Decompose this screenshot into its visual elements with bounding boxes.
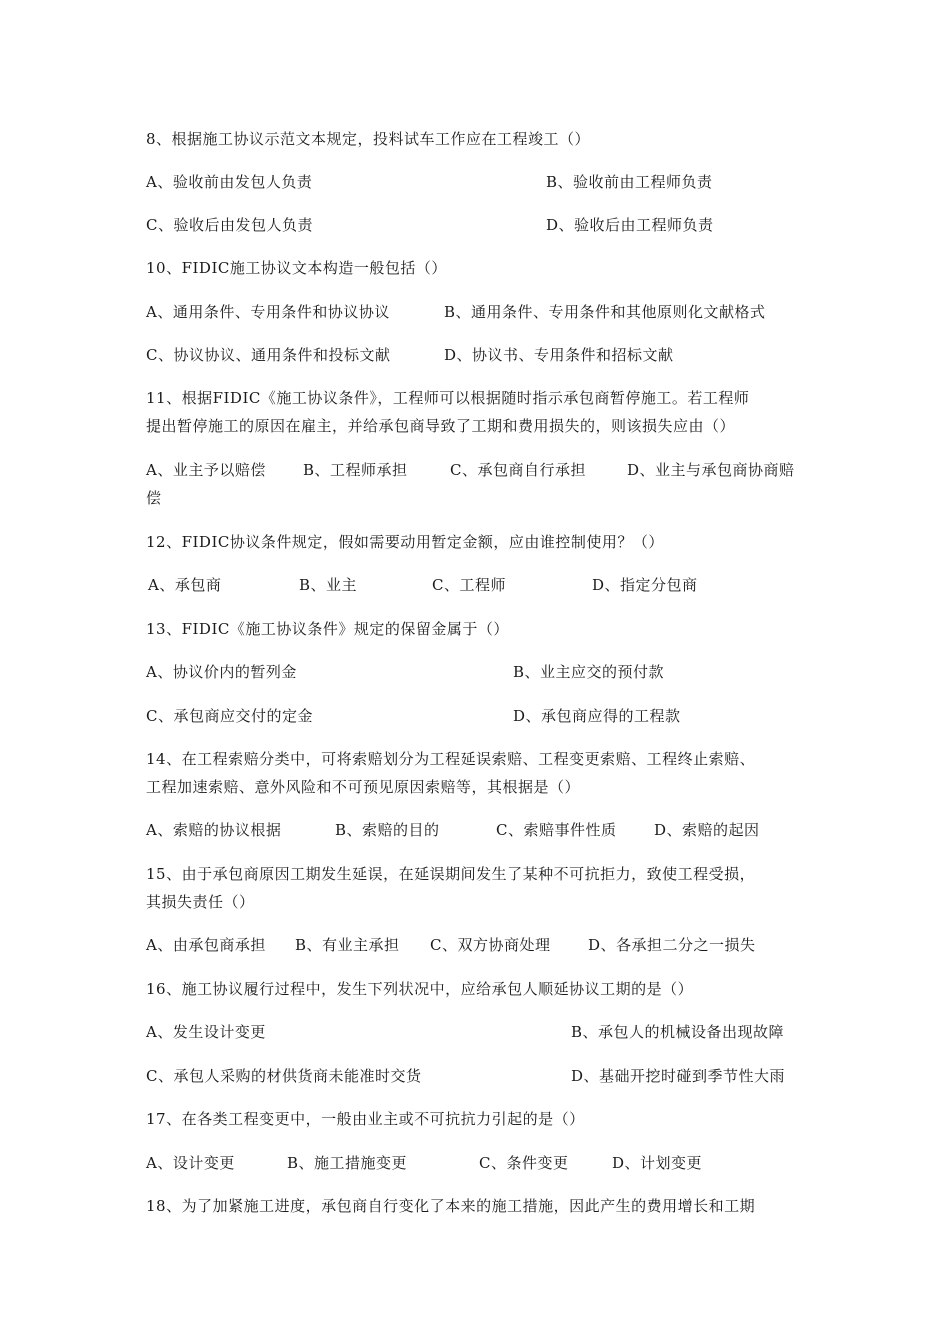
question-11-option-a: A、业主予以赔偿 (146, 461, 266, 479)
question-12-option-c: C、工程师 (432, 576, 506, 594)
question-17-option-a: A、设计变更 (146, 1154, 235, 1172)
question-8-option-a: A、验收前由发包人负责 (146, 173, 313, 191)
question-11-option-b: B、工程师承担 (303, 461, 408, 479)
question-8-option-b: B、验收前由工程师负责 (546, 173, 713, 191)
question-13-option-d: D、承包商应得的工程款 (513, 707, 681, 725)
question-15-stem-line-1: 15、由于承包商原因工期发生延误，在延误期间发生了某种不可抗拒力，致使工程受损， (146, 865, 756, 883)
question-15-option-a: A、由承包商承担 (146, 936, 266, 954)
question-13-option-c: C、承包商应交付的定金 (146, 707, 313, 725)
question-17-option-b: B、施工措施变更 (287, 1154, 408, 1172)
question-11-option-c: C、承包商自行承担 (450, 461, 586, 479)
question-16-option-b: B、承包人的机械设备出现故障 (571, 1023, 785, 1041)
question-16-option-d: D、基础开挖时碰到季节性大雨 (571, 1067, 786, 1085)
question-11-stem-line-2: 提出暂停施工的原因在雇主，并给承包商导致了工期和费用损失的，则该损失应由（） (146, 417, 736, 435)
question-16-stem: 16、施工协议履行过程中，发生下列状况中，应给承包人顺延协议工期的是（） (146, 980, 694, 998)
question-10-stem: 10、FIDIC施工协议文本构造一般包括（） (146, 259, 447, 277)
question-10-option-d: D、协议书、专用条件和招标文献 (444, 346, 674, 364)
question-15-stem-line-2: 其损失责任（） (146, 893, 255, 911)
question-13-stem: 13、FIDIC《施工协议条件》规定的保留金属于（） (146, 620, 509, 638)
question-10-option-b: B、通用条件、专用条件和其他原则化文献格式 (444, 303, 766, 321)
question-13-option-a: A、协议价内的暂列金 (146, 663, 297, 681)
question-8-stem: 8、根据施工协议示范文本规定，投料试车工作应在工程竣工（） (146, 130, 591, 148)
question-15-option-c: C、双方协商处理 (430, 936, 551, 954)
question-17-stem: 17、在各类工程变更中，一般由业主或不可抗抗力引起的是（） (146, 1110, 585, 1128)
question-14-stem-line-2: 工程加速索赔、意外风险和不可预见原因索赔等，其根据是（） (146, 778, 581, 796)
question-11-option-d: D、业主与承包商协商赔 (627, 461, 795, 479)
question-10-option-c: C、协议协议、通用条件和投标文献 (146, 346, 391, 364)
question-11-stem-line-1: 11、根据FIDIC《施工协议条件》，工程师可以根据随时指示承包商暂停施工。若工程师 (146, 389, 750, 407)
question-15-option-b: B、有业主承担 (295, 936, 400, 954)
question-12-option-a: A、承包商 (148, 576, 222, 594)
question-8-option-c: C、验收后由发包人负责 (146, 216, 313, 234)
question-14-stem-line-1: 14、在工程索赔分类中，可将索赔划分为工程延误索赔、工程变更索赔、工程终止索赔、 (146, 750, 756, 768)
question-14-option-a: A、索赔的协议根据 (146, 821, 282, 839)
question-17-option-c: C、条件变更 (479, 1154, 569, 1172)
question-10-option-a: A、通用条件、专用条件和协议协议 (146, 303, 390, 321)
question-14-option-d: D、索赔的起因 (654, 821, 760, 839)
question-18-stem: 18、为了加紧施工进度，承包商自行变化了本来的施工措施，因此产生的费用增长和工期 (146, 1197, 756, 1215)
question-16-option-a: A、发生设计变更 (146, 1023, 266, 1041)
question-8-option-d: D、验收后由工程师负责 (546, 216, 714, 234)
question-14-option-c: C、索赔事件性质 (496, 821, 617, 839)
question-13-option-b: B、业主应交的预付款 (513, 663, 665, 681)
question-12-option-b: B、业主 (299, 576, 358, 594)
question-15-option-d: D、各承担二分之一损失 (588, 936, 756, 954)
question-11-option-d-wrap: 偿 (146, 489, 162, 507)
question-12-option-d: D、指定分包商 (592, 576, 698, 594)
question-16-option-c: C、承包人采购的材供货商未能准时交货 (146, 1067, 422, 1085)
question-14-option-b: B、索赔的目的 (335, 821, 440, 839)
question-17-option-d: D、计划变更 (612, 1154, 703, 1172)
question-12-stem: 12、FIDIC协议条件规定，假如需要动用暂定金额，应由谁控制使用？（） (146, 533, 664, 551)
